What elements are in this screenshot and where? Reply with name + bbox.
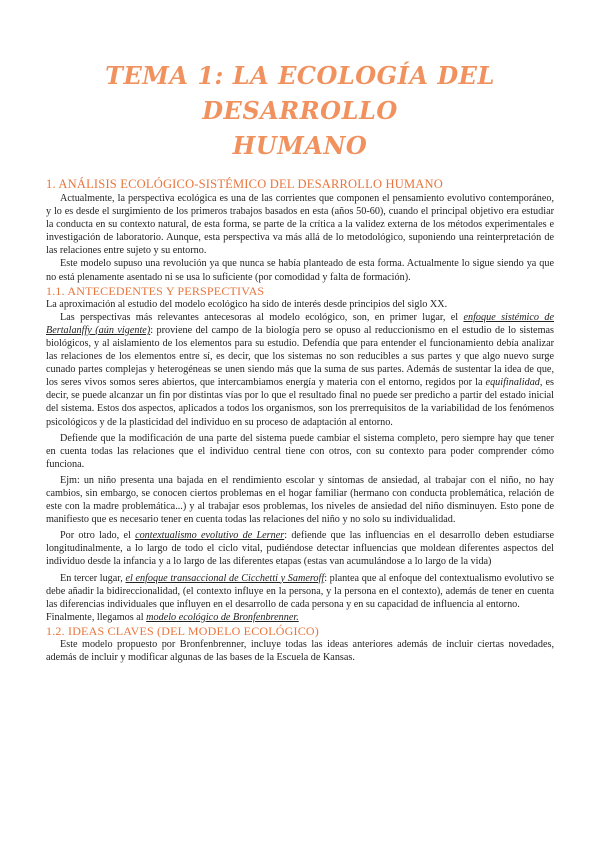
title-line-1: TEMA 1: LA ECOLOGÍA DEL DESARROLLO: [105, 61, 495, 125]
section-1-1-paragraph-2: [46, 311, 554, 429]
paragraph-text: : proviene del campo de la biología pero se opuso al reduccionismo en el estudio de lo sistemas biológicos, y al aislamiento de los elementos para su estudio. Defendía que para entender el funcionamiento debía analizar las relaciones de los elementos entre sí, es decir, que los sistemas no son reducibles a sus partes y que algo nuevo surge cunado partes complejas y heterogéneas se unen siendo más que la suma de sus partes. Además de sustentar la idea de que, los seres vivos somos seres abiertos, que intercambiamos energía y materia con el entorno, regidos por la: [46, 324, 554, 389]
section-1-2-heading: 1.2. IDEAS CLAVES (DEL MODELO ECOLÓGICO): [46, 623, 319, 638]
section-1-1-paragraph-5: [46, 529, 554, 568]
section-1-2-paragraph-1: Este modelo propuesto por Bronfenbrenner, incluye todas las ideas anteriores además de incluir ciertas novedades, además de incluir y modificar algunas de las bases de la Escuela de Kansas.: [46, 638, 554, 663]
paragraph-text: : plantea que al enfoque del contextualismo evolutivo se debe añadir la bidireccionalidad, (el contexto influye en la persona, y la persona en el contexto), además de tener en cuenta las diferencias individuales que influyen en el desarrollo de cada persona y en su capacidad de influencia al entorno.: [46, 572, 554, 610]
section-1-1-paragraph-7: [46, 611, 554, 624]
section-1-1-heading: 1.1. ANTECEDENTES Y PERSPECTIVAS: [46, 283, 265, 298]
section-1-1-paragraph-6: [46, 572, 554, 611]
paragraph-text: Finalmente, llegamos al: [46, 611, 147, 623]
section-1-paragraph-2: Este modelo supuso una revolución ya que nunca se había planteado de esta forma. Actualmente lo sigue siendo ya que no está plenamente asentado ni se usa lo suficiente (por comodidad y falta de formación).: [46, 258, 554, 283]
paragraph-text: En tercer lugar,: [60, 572, 126, 584]
title-line-2: HUMANO: [232, 131, 368, 160]
bronfenbrenner-reference: modelo ecológico de Bronfenbrenner.: [146, 611, 299, 623]
page-title: [46, 58, 554, 163]
lerner-reference: contextualismo evolutivo de Lerner: [135, 530, 285, 542]
section-1-1-paragraph-4: Ejm: un niño presenta una bajada en el rendimiento escolar y síntomas de ansiedad, al trabajar con el niño, no hay cambios, sin embargo, se conocen ciertos problemas en el hogar familiar (hermano con conducta problemática, relación de este con la madre problemática...) y al trabajar esos problemas, los niveles de ansiedad del niño disminuyen. Esto pone de manifiesto que es necesario tener en cuenta todas las relaciones del niño y no solo su individualidad.: [46, 474, 554, 526]
cicchetti-sameroff-reference: el enfoque transaccional de Cicchetti y Sameroff: [125, 572, 325, 584]
section-1-1-paragraph-3: Defiende que la modificación de una parte del sistema puede cambiar el sistema completo, pero siempre hay que tener en cuenta todas las relaciones que el individuo central tiene con otros, con su contexto para poder comprender cómo funciona.: [46, 432, 554, 470]
bertalanffy-reference: enfoque sistémico de Bertalanffy (aún vigente): [46, 311, 554, 336]
section-1-paragraph-1: Actualmente, la perspectiva ecológica es una de las corrientes que componen el pensamiento evolutivo contemporáneo, y lo es desde el surgimiento de los primeros trabajos basados en esta (años 50-60), cuando el principal objetivo era estudiar la conducta en su contexto natural, de esta forma, se parte de la crítica a la validez externa de los métodos experimentales e investigación de laboratorio. Aunque, esta perspectiva va más allá de lo metodológico, suponiendo una reinterpretación de las relaciones entre sujeto y su entorno.: [46, 193, 554, 257]
paragraph-text: : defiende que las influencias en el desarrollo deben estudiarse longitudinalmente, a lo largo de todo el ciclo vital, pudiéndose detectar influencias que moldean diferentes aspectos del individuo desde la infancia y a lo largo de las diferentes etapas (estas van acumulándose a lo largo de la vida): [46, 530, 554, 568]
paragraph-text: Por otro lado, el: [60, 530, 136, 542]
section-1-heading: 1. ANÁLISIS ECOLÓGICO-SISTÉMICO DEL DESARROLLO HUMANO: [46, 177, 443, 191]
paragraph-text: , es decir, se puede alcanzar un fin por distintas vías por lo que el resultado final no puede ser predicho a partir del estado inicial del sistema. Estos dos aspectos, aplicados a todos los organismos, son los prerrequisitos de la variabilidad de los fenómenos psicológicos y de la plasticidad del individuo en su proceso de adaptación al entorno.: [46, 377, 554, 428]
paragraph-text: Las perspectivas más relevantes antecesoras al modelo ecológico, son, en primer lugar, el: [60, 311, 464, 323]
equifinalidad-term: equifinalidad: [485, 377, 540, 389]
section-1-1-paragraph-1: La aproximación al estudio del modelo ecológico ha sido de interés desde principios del siglo XX.: [46, 298, 448, 310]
